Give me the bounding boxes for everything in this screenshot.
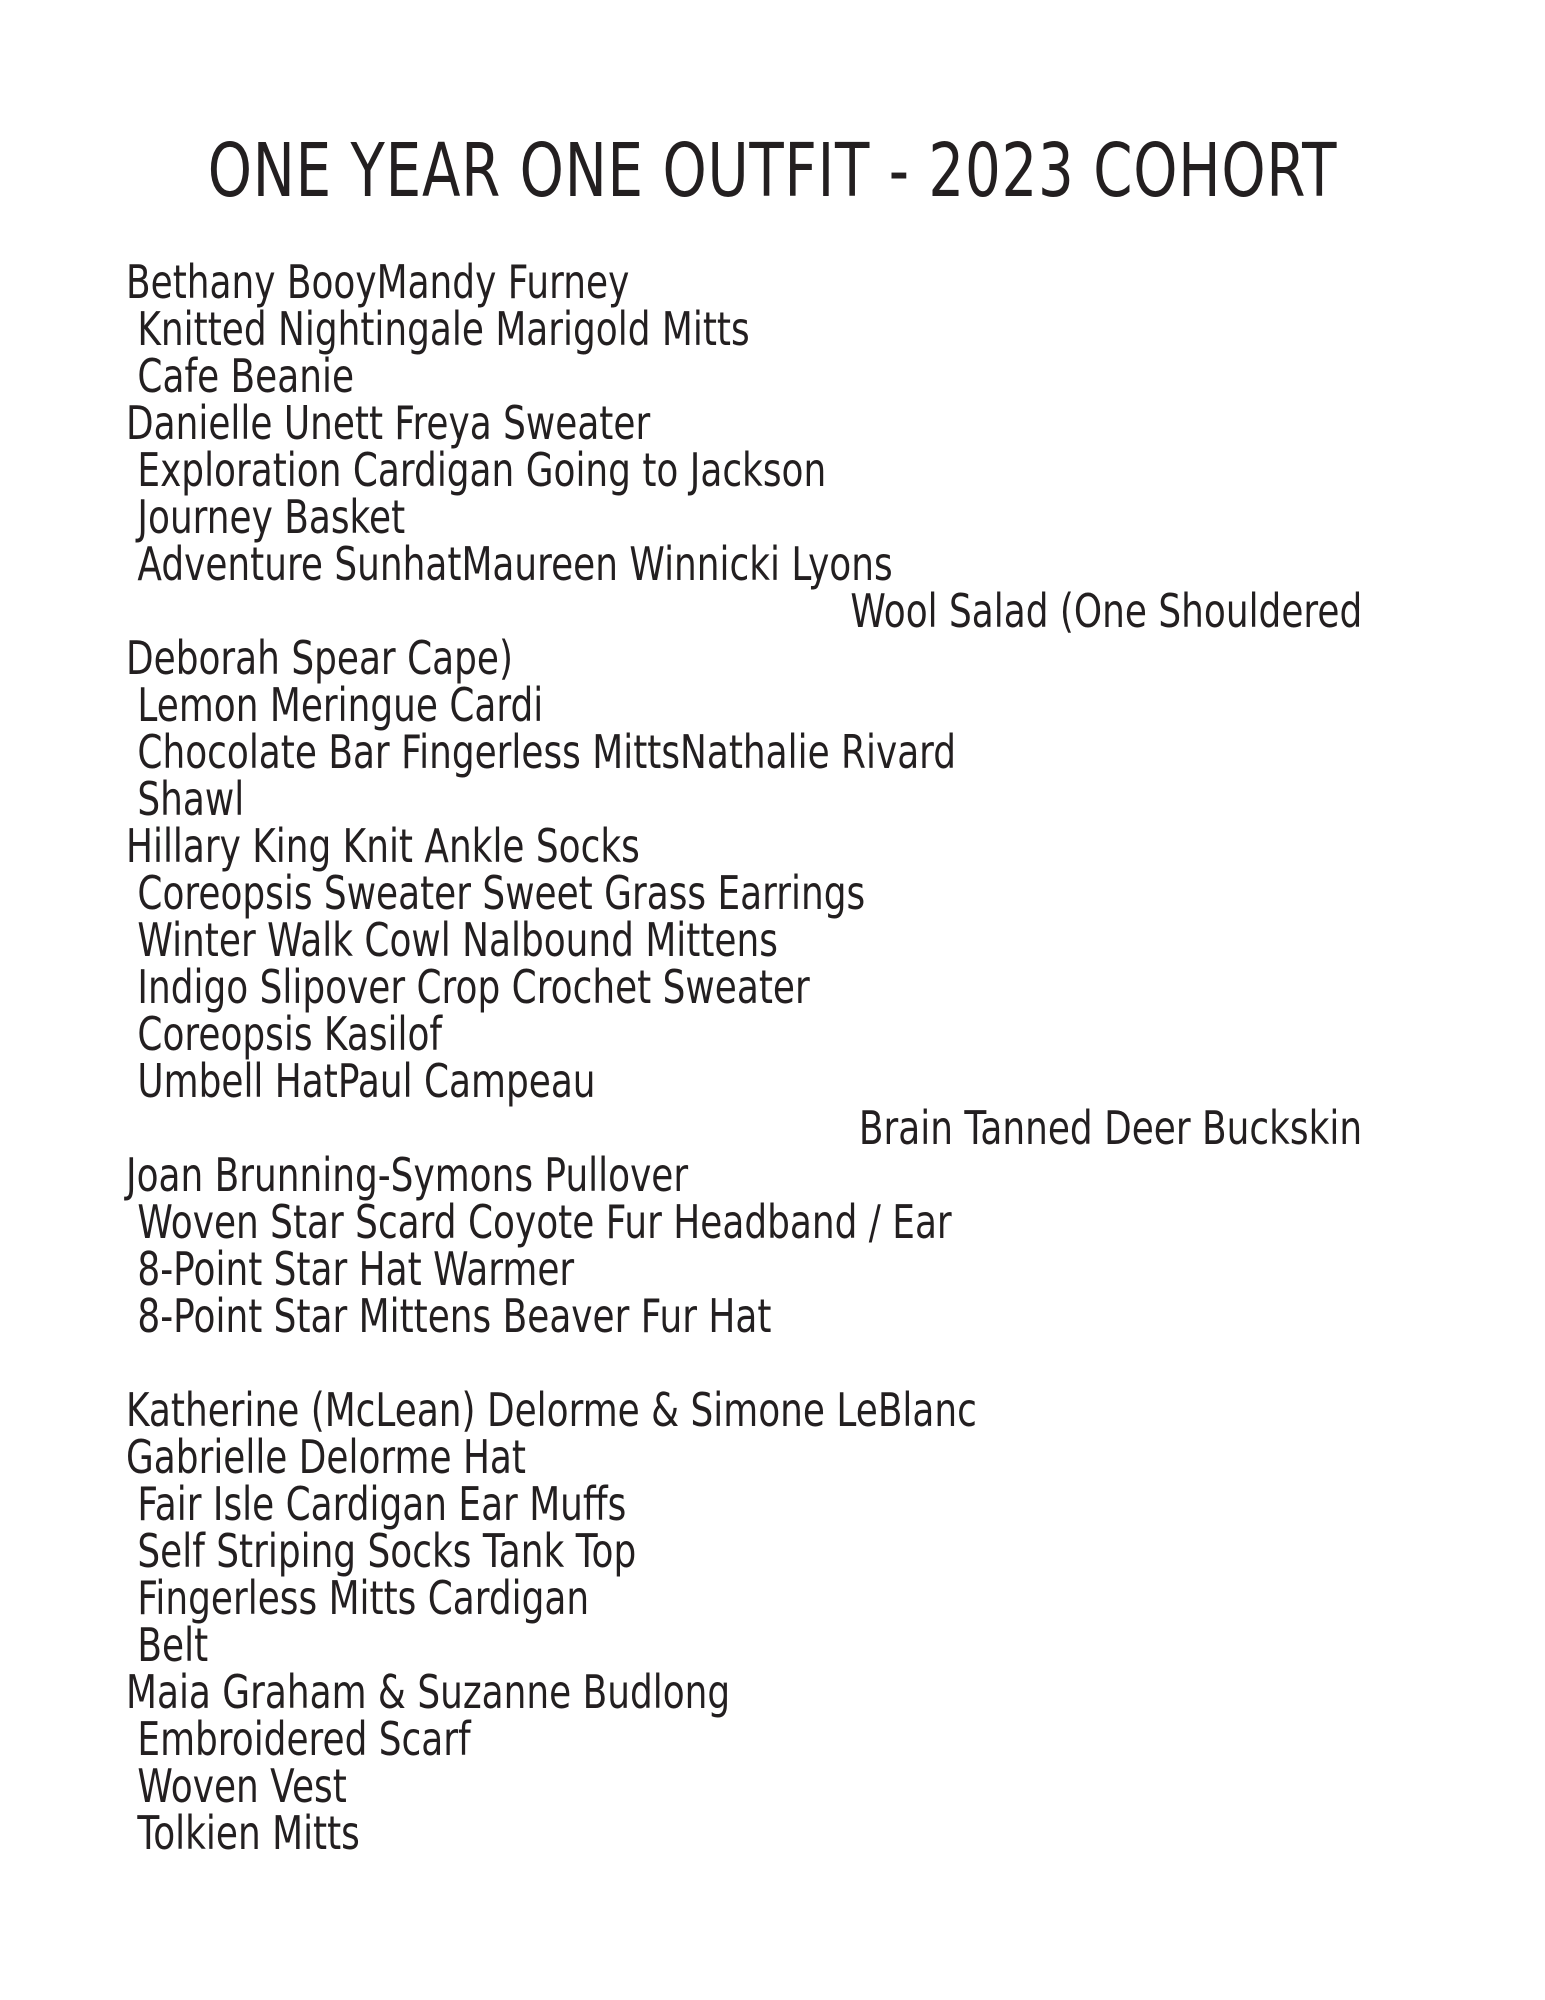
list-line: Fair Isle Cardigan Ear Muffs (126, 1477, 627, 1531)
list-line: Journey Basket (126, 490, 406, 544)
list-line: Maia Graham & Suzanne Budlong (126, 1665, 731, 1719)
list-line: Deborah Spear Cape) (126, 631, 513, 685)
list-line: Brain Tanned Deer Buckskin (858, 1101, 1362, 1155)
list-line: Embroidered Scarf (126, 1712, 471, 1766)
list-line: Adventure SunhatMaureen Winnicki Lyons (126, 537, 893, 591)
list-line: Danielle Unett Freya Sweater (126, 396, 651, 450)
list-line: Umbell HatPaul Campeau (126, 1054, 596, 1108)
list-line: 8-Point Star Mittens Beaver Fur Hat (126, 1289, 772, 1343)
list-line: Knitted Nightingale Marigold Mitts (126, 302, 750, 356)
list-line: Belt (126, 1618, 209, 1672)
list-line: Self Striping Socks Tank Top (126, 1524, 637, 1578)
list-line: Shawl (126, 772, 245, 826)
list-line: Lemon Meringue Cardi (126, 678, 544, 732)
list-line: Chocolate Bar Fingerless MittsNathalie Rivard (126, 725, 957, 779)
list-line: 8-Point Star Hat Warmer (126, 1242, 575, 1296)
list-line: Exploration Cardigan Going to Jackson (126, 443, 827, 497)
list-line: Woven Vest (126, 1759, 347, 1813)
list-line: Coreopsis Kasilof (126, 1007, 443, 1061)
list-line: Joan Brunning-Symons Pullover (126, 1148, 689, 1202)
list-line: Gabrielle Delorme Hat (126, 1430, 526, 1484)
list-line: Katherine (McLean) Delorme & Simone LeBlanc (126, 1383, 977, 1437)
list-line: Winter Walk Cowl Nalbound Mittens (126, 913, 778, 967)
page-title: ONE YEAR ONE OUTFIT - 2023 COHORT (207, 128, 1338, 214)
list-line: Tolkien Mitts (126, 1806, 360, 1860)
list-line: Indigo Slipover Crop Crochet Sweater (126, 960, 810, 1014)
list-line: Fingerless Mitts Cardigan (126, 1571, 590, 1625)
list-line: Wool Salad (One Shouldered (850, 584, 1362, 638)
list-line: Bethany BooyMandy Furney (126, 255, 630, 309)
list-line: Woven Star Scard Coyote Fur Headband / Ear (126, 1195, 952, 1249)
list-line: Cafe Beanie (126, 349, 355, 403)
list-line: Hillary King Knit Ankle Socks (126, 819, 640, 873)
list-line: Coreopsis Sweater Sweet Grass Earrings (126, 866, 866, 920)
